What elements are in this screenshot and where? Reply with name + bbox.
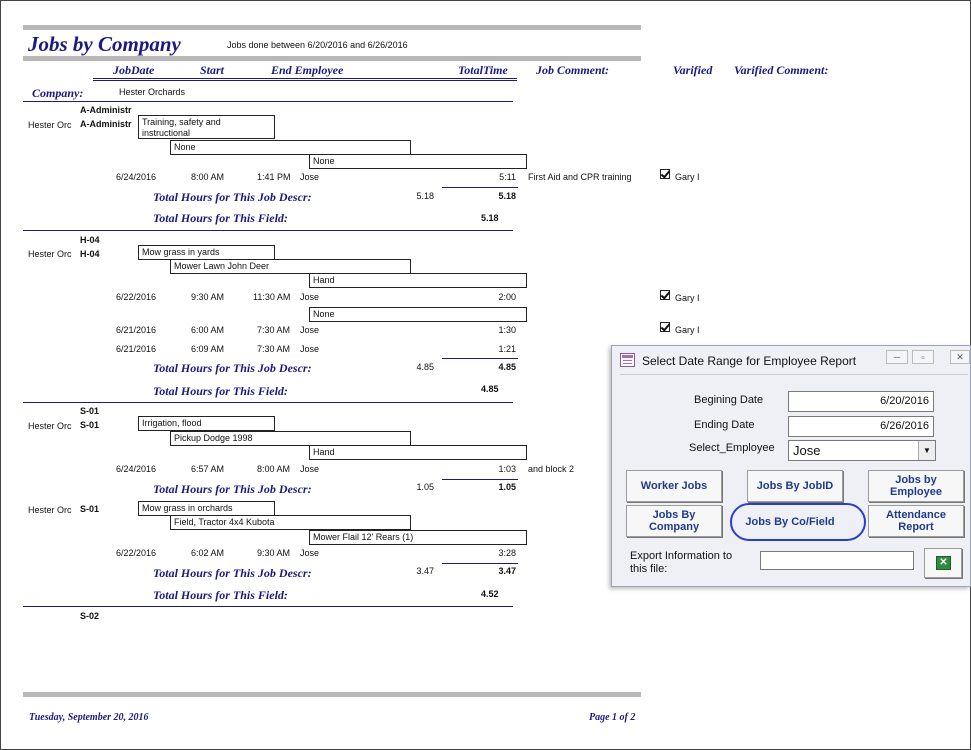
- equipment-box: Field, Tractor 4x4 Kubota: [170, 515, 411, 530]
- implement-box: Mower Flail 12' Rears (1): [309, 530, 527, 545]
- company-label: Company:: [32, 86, 84, 100]
- company-short-s2: Hester Orc: [28, 505, 72, 515]
- total-field-label: Total Hours for This Field:: [153, 588, 288, 602]
- equipment-box: Mower Lawn John Deer: [170, 259, 411, 274]
- row-employee: Jose: [300, 548, 320, 558]
- begin-date-field[interactable]: 6/20/2016: [788, 391, 934, 412]
- subtotal-b: 4.85: [498, 362, 516, 372]
- row-employee: Jose: [300, 172, 320, 182]
- subtotal-rule: [442, 563, 518, 564]
- date-range-dialog: [611, 345, 971, 587]
- subtotal-rule: [442, 358, 518, 359]
- subtotal-rule: [442, 187, 518, 188]
- row-employee: Jose: [300, 344, 320, 354]
- row-total: 1:21: [498, 344, 516, 354]
- verified-checkbox[interactable]: [660, 169, 670, 179]
- excel-icon: ✕: [936, 556, 951, 570]
- footer-page: Page 1 of 2: [589, 712, 636, 723]
- row-end: 7:30 AM: [257, 325, 291, 335]
- employee-select-value: Jose: [793, 443, 821, 458]
- row-employee: Jose: [300, 292, 320, 302]
- subtotal-a: 4.85: [416, 362, 434, 372]
- row-date: 6/22/2016: [116, 548, 157, 558]
- field-total: 5.18: [481, 213, 499, 223]
- col-varified: Varified: [673, 63, 713, 77]
- equipment-box: None: [170, 140, 411, 155]
- employee-select[interactable]: [788, 440, 936, 461]
- col-jobdate: JobDate: [113, 63, 155, 77]
- row-employee: Jose: [300, 325, 320, 335]
- implement-box: None: [309, 307, 527, 322]
- row-end: 8:00 AM: [257, 464, 291, 474]
- total-job-descr-label: Total Hours for This Job Descr:: [153, 361, 312, 375]
- total-job-descr-label: Total Hours for This Job Descr:: [153, 566, 312, 580]
- row-end: 1:41 PM: [257, 172, 291, 182]
- footer-bar: [23, 692, 641, 697]
- jobs-by-jobid-button[interactable]: Jobs By JobID: [747, 470, 843, 502]
- begin-date-label: Begining Date: [694, 394, 764, 406]
- field-total: 4.85: [481, 384, 499, 394]
- col-end-employee: End Employee: [271, 63, 344, 77]
- job-descr-box: Mow grass in yards: [138, 245, 275, 260]
- row-date: 6/24/2016: [116, 464, 157, 474]
- row-date: 6/21/2016: [116, 344, 157, 354]
- row-comment: and block 2: [528, 464, 575, 474]
- subtotal-b: 1.05: [498, 482, 516, 492]
- row-start: 6:00 AM: [191, 325, 225, 335]
- row-verifier: Gary I: [675, 325, 700, 335]
- row-date: 6/21/2016: [116, 325, 157, 335]
- header-underline: [93, 78, 517, 79]
- row-date: 6/24/2016: [116, 172, 157, 182]
- company-divider: [23, 101, 513, 102]
- row-start: 6:02 AM: [191, 548, 225, 558]
- subtotal-b: 5.18: [498, 191, 516, 201]
- total-field-label: Total Hours for This Field:: [153, 211, 288, 225]
- field-divider: [23, 606, 513, 607]
- col-start: Start: [200, 63, 225, 77]
- implement-box: Hand: [309, 273, 527, 288]
- row-employee: Jose: [300, 464, 320, 474]
- row-start: 6:57 AM: [191, 464, 225, 474]
- col-job-comment: Job Comment:: [536, 63, 610, 77]
- dialog-separator: [620, 374, 968, 375]
- subtotal-rule: [442, 479, 518, 480]
- header-top-bar: [23, 25, 641, 30]
- verified-checkbox[interactable]: [660, 322, 670, 332]
- row-comment: First Aid and CPR training: [528, 172, 632, 182]
- maximize-icon[interactable]: ▫: [912, 350, 934, 364]
- jobs-by-employee-button[interactable]: Jobs by Employee: [868, 470, 964, 502]
- total-job-descr-label: Total Hours for This Job Descr:: [153, 482, 312, 496]
- field-code-a: A-Administr: [80, 119, 132, 129]
- implement-box: None: [309, 154, 527, 169]
- verified-checkbox[interactable]: [660, 290, 670, 300]
- report-subtitle: Jobs done between 6/20/2016 and 6/26/2016: [227, 40, 408, 50]
- jobs-by-company-button[interactable]: Jobs By Company: [626, 505, 722, 537]
- row-end: 9:30 AM: [257, 548, 291, 558]
- chevron-down-icon[interactable]: ▼: [918, 441, 935, 460]
- report-title: Jobs by Company: [28, 32, 181, 56]
- field-code-s: S-01: [80, 420, 100, 430]
- jobs-by-cofield-button[interactable]: Jobs By Co/Field: [745, 516, 835, 528]
- field-heading-s: S-01: [80, 406, 100, 416]
- export-label: Export Information to this file:: [630, 550, 733, 575]
- subtotal-b: 3.47: [498, 566, 516, 576]
- row-verifier: Gary I: [675, 172, 700, 182]
- subtotal-a: 3.47: [416, 566, 434, 576]
- row-start: 8:00 AM: [191, 172, 225, 182]
- row-total: 1:03: [498, 464, 516, 474]
- field-divider: [23, 230, 513, 231]
- col-varified-comment: Varified Comment:: [734, 63, 829, 77]
- field-code-s2: S-01: [80, 504, 100, 514]
- company-short-s: Hester Orc: [28, 421, 72, 431]
- form-icon: [620, 353, 635, 367]
- close-icon[interactable]: ✕: [950, 350, 970, 364]
- job-descr-box: Irrigation, flood: [138, 416, 275, 431]
- row-total: 5:11: [499, 172, 516, 182]
- dialog-title: Select Date Range for Employee Report: [642, 354, 857, 368]
- subtotal-a: 1.05: [416, 482, 434, 492]
- field-divider: [23, 402, 513, 403]
- company-name: Hester Orchards: [119, 87, 186, 97]
- subtotal-a: 5.18: [416, 191, 434, 201]
- employee-label: Select_Employee: [689, 442, 775, 454]
- field-heading-a: A-Administr: [80, 105, 132, 115]
- row-total: 3:28: [498, 548, 516, 558]
- row-date: 6/22/2016: [116, 292, 157, 302]
- field-code-h: H-04: [80, 249, 100, 259]
- header-bottom-bar: [23, 56, 641, 61]
- end-date-field[interactable]: 6/26/2016: [788, 416, 934, 437]
- attendance-report-button[interactable]: Attendance Report: [868, 505, 964, 537]
- row-verifier: Gary I: [675, 293, 700, 303]
- row-start: 6:09 AM: [191, 344, 225, 354]
- row-total: 2:00: [498, 292, 516, 302]
- export-file-field[interactable]: [760, 551, 914, 570]
- row-start: 9:30 AM: [191, 292, 225, 302]
- company-short-h: Hester Orc: [28, 249, 72, 259]
- row-total: 1:30: [498, 325, 516, 335]
- header-underline-2: [93, 80, 517, 81]
- equipment-box: Pickup Dodge 1998: [170, 431, 411, 446]
- total-job-descr-label: Total Hours for This Job Descr:: [153, 190, 312, 204]
- worker-jobs-button[interactable]: Worker Jobs: [626, 470, 722, 502]
- export-excel-button[interactable]: [924, 548, 962, 578]
- col-totaltime: TotalTime: [458, 63, 508, 77]
- row-end: 11:30 AM: [253, 292, 291, 302]
- row-end: 7:30 AM: [257, 344, 291, 354]
- end-date-label: Ending Date: [694, 419, 755, 431]
- field-heading-next: S-02: [80, 611, 100, 621]
- field-total: 4.52: [481, 589, 499, 599]
- job-descr-box: Training, safety and instructional: [138, 115, 275, 139]
- job-descr-box: Mow grass in orchards: [138, 501, 275, 516]
- company-short-a: Hester Orc: [28, 120, 72, 130]
- total-field-label: Total Hours for This Field:: [153, 384, 288, 398]
- field-heading-h: H-04: [80, 235, 100, 245]
- implement-box: Hand: [309, 445, 527, 460]
- minimize-icon[interactable]: ─: [886, 350, 908, 364]
- footer-date: Tuesday, September 20, 2016: [29, 712, 149, 723]
